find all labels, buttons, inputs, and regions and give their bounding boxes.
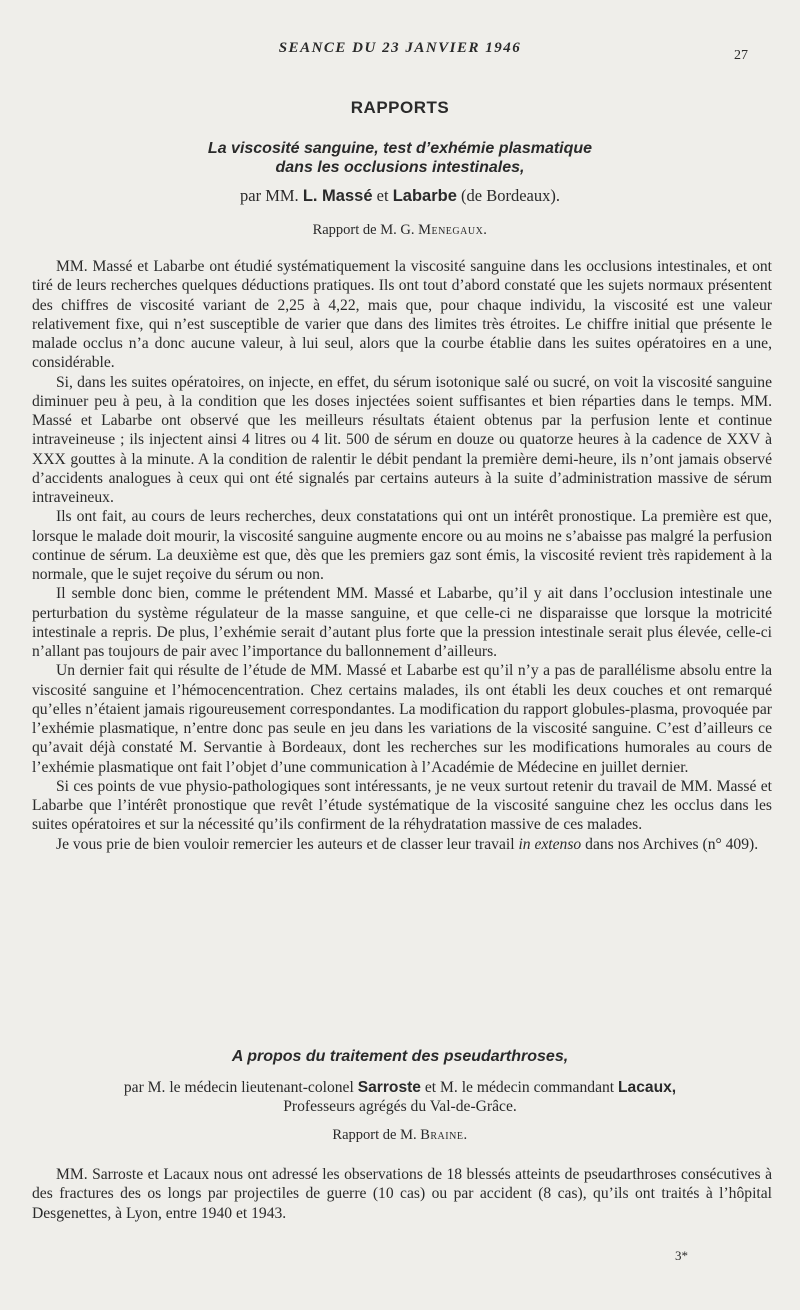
rapporteur-name: Braine. (420, 1127, 468, 1143)
byline-prefix: par MM. (240, 186, 299, 205)
author-name: Labarbe (392, 187, 457, 205)
article2-affiliation: Professeurs agrégés du Val-de-Grâce. (283, 1098, 517, 1115)
article2-title: A propos du traitement des pseudarthroses, (231, 1048, 569, 1065)
signature-mark: 3* (675, 1248, 688, 1263)
byline-prefix: par M. le médecin lieutenant-colonel (123, 1079, 354, 1096)
running-head: SEANCE DU 23 JANVIER 1946 (278, 40, 522, 56)
article1-title-line2: dans les occlusions intestinales, (275, 159, 525, 176)
paragraph: Ils ont fait, au cours de leurs recherches, deux constatations qui ont un intérêt pronostique. La première est que, lorsque le malade doit mourir, la viscosité sanguine augmente encore ou au moins ne s’abaisse pas malgré la perfusion continue de sérum. La deuxième est que, dès que les premiers gaz sont émis, la viscosité revient très rapidement à la normale, que le sujet reçoive du sérum ou non. (32, 508, 772, 583)
paragraph: Il semble donc bien, comme le prétendent MM. Massé et Labarbe, qu’il y ait dans l’occlusion intestinale une perturbation du système régulateur de la masse sanguine, et que celle-ci ne disparaisse que lorsque la motricité intestinale a repris. De plus, l’exhémie serait d’autant plus forte que la pression intestinale serait plus élevée, celle-ci n’allant pas toujours de pair avec l’importance du ballonnement d’ailleurs. (32, 585, 772, 660)
byline-affiliation: (de Bordeaux). (461, 186, 560, 205)
rapporteur-prefix: Rapport de M. G. (312, 222, 415, 238)
author-name: Lacaux, (618, 1079, 677, 1096)
article1-byline (0, 186, 800, 206)
section-title: RAPPORTS (350, 98, 450, 117)
paragraph: MM. Sarroste et Lacaux nous ont adressé les observations de 18 blessés atteints de pseudarthroses consécutives à des fractures des os longs par projectiles de guerre (10 cas) ou par accident (8 cas), qu’ils ont traités à l’hôpital Desgenettes, à Lyon, entre 1940 et 1943. (32, 1166, 772, 1222)
rapporteur-prefix: Rapport de M. (332, 1127, 417, 1143)
closing-paragraph (32, 835, 772, 854)
author-name: Sarroste (357, 1079, 421, 1096)
article1-title-line1: La viscosité sanguine, test d’exhémie plasmatique (207, 140, 593, 157)
byline-conjunction: et (376, 186, 389, 205)
page-number: 27 (734, 48, 748, 63)
paragraph: Un dernier fait qui résulte de l’étude de MM. Massé et Labarbe est qu’il n’y a pas de parallélisme absolu entre la viscosité sanguine et l’hémocencentration. Chez certains malades, ils ont établi les deux couches et ont remarqué qu’elles n’étaient jamais rigoureusement correspondantes. La modification du rapport globules-plasma, provoquée par l’exhémie plasmatique, n’entre donc pas seule en jeu dans les variations de la viscosité sanguine. C’est d’ailleurs ce qu’avait déjà constaté M. Servantie à Bordeaux, dont les recherches sur les modifications humorales au cours de l’exhémie plasmatique ont fait l’objet d’une communication à l’Académie de Médecine en juillet dernier. (32, 662, 772, 776)
paragraph: Si ces points de vue physio-pathologiques sont intéressants, je ne veux surtout retenir du travail de MM. Massé et Labarbe que l’intérêt pronostique que revêt l’étude systématique de la viscosité sanguine chez les occlus dans les suites opératoires et sur la nécessité qu’ils confirment de la réhydratation massive de ces malades. (32, 777, 772, 834)
article2-body (32, 1165, 772, 1223)
article1-body (32, 257, 772, 854)
closing-italic: in extenso (518, 835, 582, 853)
closing-end: dans nos Archives (n° 409). (585, 835, 759, 853)
article1-rapporteur (0, 222, 800, 239)
paragraph: MM. Massé et Labarbe ont étudié systématiquement la viscosité sanguine dans les occlusions intestinales, et ont tiré de leurs recherches quelques déductions pratiques. Ils ont tout d’abord constaté que les sujets normaux présentent des chiffres de viscosité variant de 2,25 à 4,22, mais que, pour chaque individu, la viscosité est une valeur relativement fixe, qui n’est susceptible de varier que dans des limites très étroites. Le chiffre initial que présente le malade occlus n’a donc aucune valeur, à lui seul, alors que la courbe établie dans les suites opératoires en a une, considérable. (32, 258, 772, 372)
byline-conjunction: et M. le médecin commandant (424, 1079, 615, 1096)
closing-text: Je vous prie de bien vouloir remercier les auteurs et de classer leur travail (56, 835, 515, 853)
paragraph: Si, dans les suites opératoires, on injecte, en effet, du sérum isotonique salé ou sucré, on voit la viscosité sanguine diminuer peu à peu, à la condition que les doses injectées soient suffisantes et bien réparties dans le temps. MM. Massé et Labarbe ont observé que les meilleurs résultats étaient obtenus par la perfusion lente et continue intraveineuse ; ils injectent ainsi 4 litres ou 4 lit. 500 de sérum en douze ou quatorze heures à la cadence de XXV à XXX gouttes à la minute. A la condition de ralentir le débit pendant la première demi-heure, ils n’ont jamais observé d’accidents analogues à ceux qui ont été signalés par certains auteurs à la suite d’administration massive de sérum intraveineux. (32, 373, 772, 506)
article2-byline (0, 1078, 800, 1098)
article2-rapporteur (0, 1127, 800, 1144)
author-name: L. Massé (302, 187, 373, 205)
rapporteur-name: Menegaux. (418, 222, 488, 238)
